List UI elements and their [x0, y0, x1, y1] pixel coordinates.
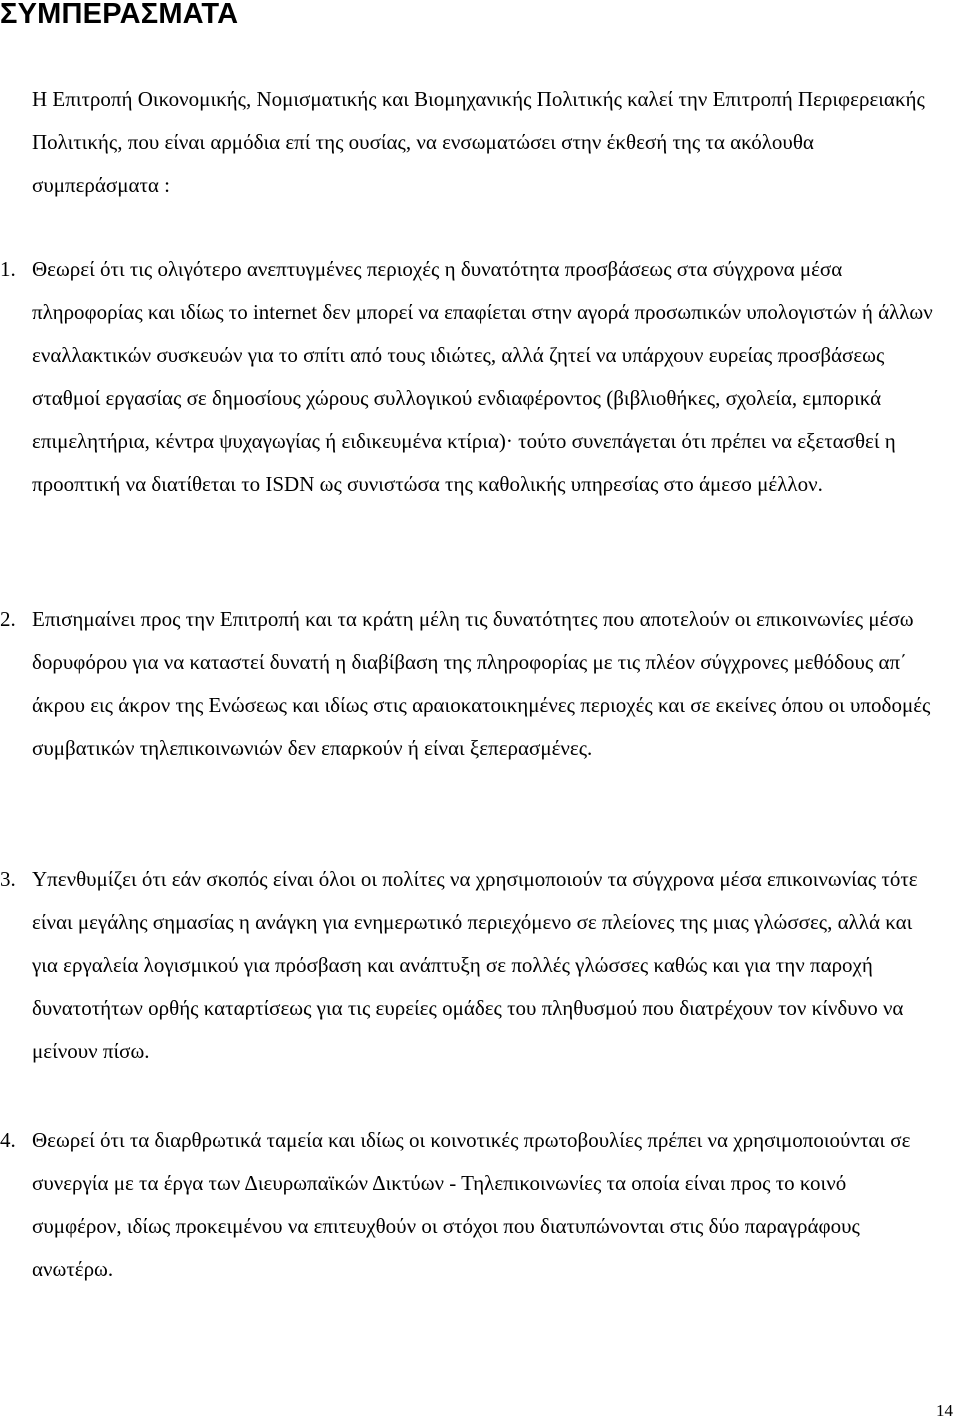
item-number: 1. [0, 257, 16, 281]
page-number: 14 [936, 1401, 953, 1420]
item-number: 4. [0, 1128, 16, 1152]
item-text: Θεωρεί ότι τις ολιγότερο ανεπτυγμένες περιοχές η δυνατότητα προσβάσεως στα σύγχρονα μέσα πληροφορίας και ιδίως το internet δεν μπορεί να επαφίεται στην αγορά προσωπικών υπολογιστών ή άλλων εναλλακτικών συσκευών για το σπίτι από τους ιδιώτες, αλλά ζητεί να υπάρχουν ευρείας προσβάσεως σταθμοί εργασίας σε δημοσίους χώρους συλλογικού ενδιαφέροντος (βιβλιοθήκες, σχολεία, εμπορικά επιμελητήρια, κέντρα ψυχαγωγίας ή ειδικευμένα κτίρια)· τούτο συνεπάγεται ότι πρέπει να εξετασθεί η προοπτική να διατίθεται το ISDN ως συνιστώσα της καθολικής υπηρεσίας στο άμεσο μέλλον. [32, 257, 933, 496]
item-number: 3. [0, 867, 16, 891]
intro-paragraph: Η Επιτροπή Οικονομικής, Νομισματικής και Βιομηχανικής Πολιτικής καλεί την Επιτροπή Περιφερειακής Πολιτικής, που είναι αρμόδια επί της ουσίας, να ενσωματώσει στην έκθεσή της τα ακόλουθα συμπεράσματα : [32, 87, 925, 197]
conclusion-item-4 [0, 1119, 937, 1291]
conclusion-item-1 [0, 248, 937, 506]
conclusion-item-2 [0, 598, 937, 770]
conclusion-item-3 [0, 858, 937, 1073]
item-text: Υπενθυμίζει ότι εάν σκοπός είναι όλοι οι πολίτες να χρησιμοποιούν τα σύγχρονα μέσα επικοινωνίας τότε είναι μεγάλης σημασίας η ανάγκη για ενημερωτικό περιεχόμενο σε πλείονες της μιας γλώσσες, αλλά και για εργαλεία λογισμικού για πρόσβαση και ανάπτυξη σε πολλές γλώσσες καθώς και για την παροχή δυνατοτήτων ορθής καταρτίσεως για τις ευρείες ομάδες του πληθυσμού που διατρέχουν τον κίνδυνο να μείνουν πίσω. [32, 867, 918, 1063]
item-text: Θεωρεί ότι τα διαρθρωτικά ταμεία και ιδίως οι κοινοτικές πρωτοβουλίες πρέπει να χρησιμοποιούνται σε συνεργία με τα έργα των Διευρωπαϊκών Δικτύων - Τηλεπικοινωνίες τα οποία είναι προς το κοινό συμφέρον, ιδίως προκειμένου να επιτευχθούν οι στόχοι που διατυπώνονται στις δύο παραγράφους ανωτέρω. [32, 1128, 911, 1281]
item-number: 2. [0, 607, 16, 631]
item-text: Επισημαίνει προς την Επιτροπή και τα κράτη μέλη τις δυνατότητες που αποτελούν οι επικοινωνίες μέσω δορυφόρου για να καταστεί δυνατή η διαβίβαση της πληροφορίας με τις πλέον σύγχρονες μεθόδους απ΄ άκρου εις άκρον της Ενώσεως και ιδίως στις αραιοκατοικημένες περιοχές και σε εκείνες όπου οι υποδομές συμβατικών τηλεπικοινωνιών δεν επαρκούν ή είναι ξεπερασμένες. [32, 607, 931, 760]
page-title: ΣΥΜΠΕΡΑΣΜΑΤΑ [0, 0, 239, 30]
